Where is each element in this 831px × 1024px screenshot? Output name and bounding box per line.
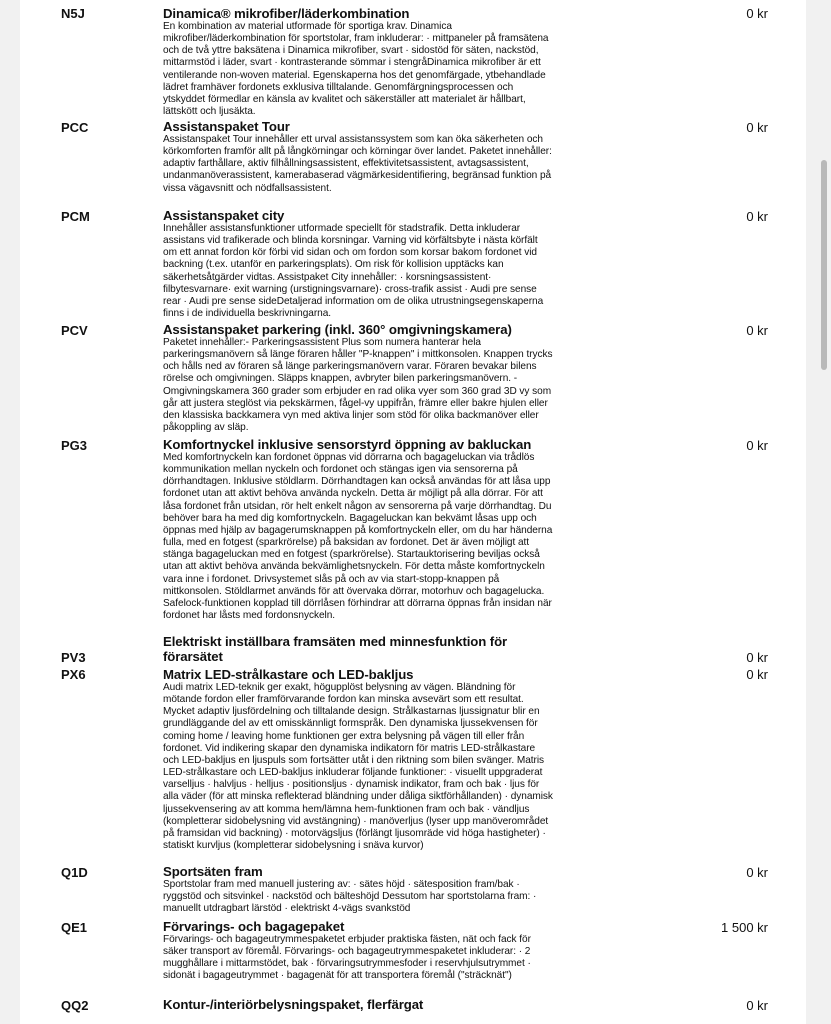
option-row xyxy=(20,437,806,622)
option-row xyxy=(20,208,806,320)
option-title: Komfortnyckel inklusive sensorstyrd öppning av bakluckan xyxy=(163,437,532,452)
scrollbar-thumb[interactable] xyxy=(821,160,827,370)
option-row xyxy=(20,119,806,195)
option-price: 0 kr xyxy=(746,667,768,682)
option-title: Assistanspaket Tour xyxy=(163,119,290,134)
option-title: Kontur-/interiörbelysningspaket, flerfärgat xyxy=(163,997,424,1012)
option-price: 0 kr xyxy=(746,120,768,135)
option-price: 0 kr xyxy=(746,438,768,453)
option-title: Sportsäten fram xyxy=(163,864,263,879)
option-title: Matrix LED-strålkastare och LED-bakljus xyxy=(163,667,414,682)
option-title: Förvarings- och bagagepaket xyxy=(163,919,345,934)
option-code: PCV xyxy=(61,323,88,338)
option-price: 0 kr xyxy=(746,650,768,665)
option-row xyxy=(20,667,806,852)
option-code: Q1D xyxy=(61,865,88,880)
option-description: Assistanspaket Tour innehåller ett urval assistanssystem som kan öka säkerheten och körkomforten framför allt på långkörningar och körningar över landet. Paketet innehåller: adaptiv farthållare, aktiv filhållningsassistent, effektivitetsassistent, avtagsassistent, undanmanöverassistent, kamerabaserad vägmärkesidentifiering, begränsad funktion på vissa vägavsnitt och nödfallsassistent. xyxy=(163,134,552,194)
option-price: 0 kr xyxy=(746,209,768,224)
option-code: QQ2 xyxy=(61,998,89,1013)
option-description: Paketet innehåller:- Parkeringsassistent Plus som numera hanterar hela parkeringsmanövern så länge föraren håller "P-knappen" i mittkonsolen. Knappen trycks och hålls ned av föraren så länge parkeringsmanövern varar. Föraren bevakar bilens rörelse och omgivningen. Släpps knappen, avbryter bilen parkeringsmanövern. - Omgivningskamera 360 grader som erbjuder en rad olika vyer som 360 grad 3D vy som går att justera steglöst via pekskärmen, fågel-vy uppifrån, främre eller bakre hjulen eller den klassiska backkamera vyn med aktiva linjer som stöd för olika backmanöver eller påkoppling av släp. xyxy=(163,337,553,434)
option-title: Assistanspaket city xyxy=(163,208,285,223)
option-description: Sportstolar fram med manuell justering av: · sätes höjd · sätesposition fram/bak · ryggstöd och sitsvinkel · nackstöd och bälteshöjd Dessutom har sportstolarna fram: · manuellt utdragbart lärstöd · elektriskt 4-vägs svankstöd xyxy=(163,879,537,915)
option-row xyxy=(20,864,806,915)
option-title: Elektriskt inställbara framsäten med minnesfunktion för förarsätet xyxy=(163,634,508,664)
option-description: Innehåller assistansfunktioner utformade speciellt för stadstrafik. Detta inkluderar assistans vid trafikerade och blinda korsningar. Varning vid körfältsbyte i nästa körfält om ett annat fordon kör förbi vid sidan och om fordon som korsar bakom fordonet vid backning (t.ex. utanför en parkeringsplats). Om risk för kollision upptäcks kan säkerhetsåtgärder vidtas. Assistpaket City innehåller: · korsningsassistent· filbytesvarnare· exit warning (urstigningsvarnare)· cross-trafik assist · Audi pre sense rear · Audi pre sense sideDetaljerad information om de olika utrustningsegenskaperna finns i de individuella beskrivningarna. xyxy=(163,223,544,320)
option-price: 0 kr xyxy=(746,6,768,21)
option-price: 0 kr xyxy=(746,323,768,338)
option-code: PCM xyxy=(61,209,90,224)
option-code: PX6 xyxy=(61,667,86,682)
document-page xyxy=(20,0,806,1024)
option-row xyxy=(20,919,806,983)
option-description: Förvarings- och bagageutrymmespaketet erbjuder praktiska fästen, nät och fack för säker transport av föremål. Förvarings- och bagageutrymmespaketet inkluderar: · 2 mugghållare i mittarmstödet, bak · förvaringsutrymmesfoder i reservhjulsutrymmet · sidonät i bagageutrymmet · bagagenät för att transportera föremål ("sträcknät") xyxy=(163,934,531,982)
option-code: N5J xyxy=(61,6,85,21)
option-price: 1 500 kr xyxy=(721,920,768,935)
option-code: QE1 xyxy=(61,920,88,935)
option-price: 0 kr xyxy=(746,865,768,880)
option-row xyxy=(20,6,806,118)
option-description: Med komfortnyckeln kan fordonet öppnas vid dörrarna och bagageluckan via trådlös kommunikation mellan nyckeln och fordonet och stängas igen via sensorerna på dörrhandtagen. Inklusive stöldlarm. Dörrhandtagen kan också användas för att låsa upp fordonet utan att aktivt behöva använda nyckeln. Detta är möjligt på alla dörrar. För att låsa fordonet från utsidan, rör helt enkelt någon av sensorerna på varje dörrhandtag. Du behöver bara ha med dig komfortnyckeln. Bagageluckan kan bekvämt låsas upp och öppnas med hjälp av bagagerumsknappen på komfortnyckeln eller, om du har händerna fulla, med en fotgest (sparkrörelse) på baksidan av fordonet. Det är även möjligt att stänga bagageluckan med en fotgest (sparkrörelse). Startauktorisering beviljas också utan att aktivt behöva använda bekvämlighetsnyckeln. För detta måste komfortnyckeln vara inne i fordonet. Drivsystemet slås på och av via start-stopp-knappen på mittkonsolen. Stöldlarmet används för att övervaka dörrar, motorhuv och bagagelucka. Safelock-funktionen kopplad till dörrlåsen förhindrar att dörrarna öppnas från insidan när fordonet har låsts med fordonsnyckeln. xyxy=(163,452,553,622)
option-title: Dinamica® mikrofiber/läderkombination xyxy=(163,6,410,21)
option-description: Audi matrix LED-teknik ger exakt, högupplöst belysning av vägen. Bländning för mötande fordon eller framförvarande fordon kan minska avsevärt som ett resultat. Mycket adaptiv ljusfördelning och tilltalande design. Strålkastarnas ljussignatur blir en grundläggande del av ett omisskännligt formspråk. Den dynamiska ljussekvensen för coming home / leaving home funktionen ger extra belysning på vägen till eller från fordonet. Vid indikering skapar den dynamiska indikatorn för matris LED-strålkastare och LED-bakljus en ljuspuls som fortsätter utåt i den riktning som bilen svänger. Matris LED-strålkastare och LED-bakljus inkluderar följande funktioner: · visuellt uppgraderat varselljus · halvljus · helljus · positionsljus · dynamisk indikator, fram och bak · ljus för alla väder (för att minska reflekterad bländning under dåliga siktförhållanden) · dynamisk ljussekvensering av att komma hem/lämna hem-funktionen fram och bak · vändljus (kompletterar sidobelysning vid avstängning) · manöverljus (lyser upp manöverområdet på framsidan vid backning) · motorvägsljus (förlängt ljusomräde vid höga hastigheter) · statiskt kurvljus (kompletterar sidobelysning i snäva kurvor) xyxy=(163,682,553,852)
option-code: PV3 xyxy=(61,650,86,665)
option-price: 0 kr xyxy=(746,998,768,1013)
option-description: En kombination av material utformade för sportiga krav. Dinamica mikrofiber/läderkombination för sportstolar, fram inkluderar: · mittpaneler på framsätena och de två yttre baksätena i Dinamica mikrofiber, svart · sidostöd för säten, nackstöd, mittarmstöd i läder, svart · kontrasterande sömmar i stengråDinamica mikrofiber är ett ventilerande non-woven material. Egenskaperna hos det genomfärgade, ytbehandlade lädret framhäver fordonets exklusiva tilltalande. Genomfärgningsprocessen och ytskyddet förmedlar en känsla av kvalitet och säkerställer att materialet är hållbart, lättskött och ljusäkta. xyxy=(163,21,549,118)
option-row xyxy=(20,322,806,434)
option-row xyxy=(20,634,806,664)
option-code: PG3 xyxy=(61,438,88,453)
option-row xyxy=(20,997,806,1012)
option-code: PCC xyxy=(61,120,89,135)
option-title: Assistanspaket parkering (inkl. 360° omgivningskamera) xyxy=(163,322,512,337)
